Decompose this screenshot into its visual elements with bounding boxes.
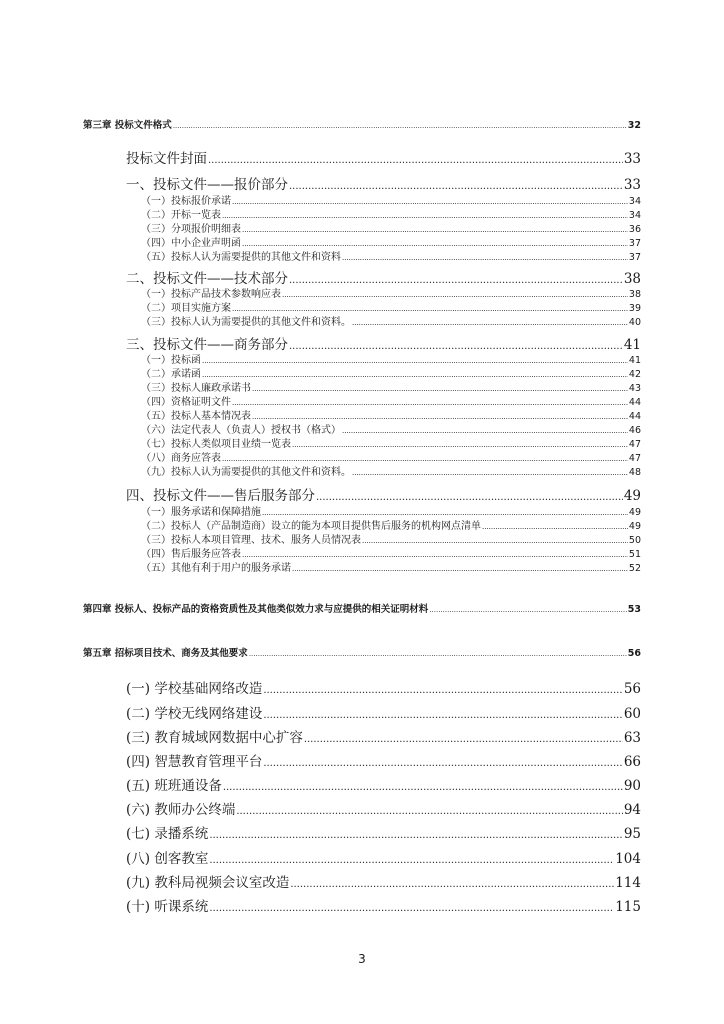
toc-entry-title: (二) 学校无线网络建设 (126, 706, 263, 722)
toc-section-2[interactable] (126, 267, 641, 287)
toc-entry-page: 52 (628, 563, 641, 574)
toc-entry-title: (十) 听课系统 (126, 899, 209, 915)
toc-entry-title: (五) 班班通设备 (126, 778, 222, 794)
toc-entry-page: 44 (628, 397, 641, 408)
toc-entry-page: 39 (628, 303, 641, 314)
toc-entry-title: （四）中小企业声明函 (141, 238, 241, 249)
toc-entry-page: 49 (623, 488, 641, 504)
toc-requirement-item[interactable] (126, 677, 641, 697)
toc-entry-title: （一）投标报价承诺 (141, 196, 231, 207)
leader-dots (223, 778, 623, 794)
toc-entry-page: 94 (623, 802, 641, 818)
toc-entry-title: (九) 教科局视频会议室改造 (126, 875, 290, 891)
toc-entry-title: （五）投标人基本情况表 (141, 411, 251, 422)
toc-item[interactable] (141, 313, 641, 328)
toc-item[interactable] (141, 248, 641, 263)
leader-dots (263, 706, 622, 722)
toc-item[interactable] (141, 351, 641, 366)
leader-dots (352, 467, 628, 478)
toc-item[interactable] (141, 407, 641, 422)
toc-entry-title: （三）投标人认为需要提供的其他文件和资料。 (141, 317, 351, 328)
toc-entry-page: 40 (628, 317, 641, 328)
toc-item[interactable] (141, 421, 641, 436)
toc-entry-title: （四）售后服务应答表 (141, 549, 241, 560)
toc-requirement-item[interactable] (126, 702, 641, 722)
toc-item[interactable] (141, 449, 641, 464)
toc-entry-title: 四、投标文件——售后服务部分 (126, 488, 315, 504)
leader-dots (290, 875, 614, 891)
toc-entry-page: 33 (623, 177, 641, 193)
toc-entry-page: 38 (623, 271, 641, 287)
toc-entry-page: 32 (627, 120, 641, 131)
toc-item[interactable] (141, 365, 641, 380)
toc-entry-title: 三、投标文件——商务部分 (126, 337, 288, 353)
toc-entry-title: （四）资格证明文件 (141, 397, 231, 408)
toc-entry-page: 47 (628, 439, 641, 450)
toc-item[interactable] (141, 379, 641, 394)
toc-item[interactable] (141, 463, 641, 478)
toc-entry-title: 第三章 投标文件格式 (83, 120, 172, 131)
toc-requirement-item[interactable] (126, 871, 641, 891)
toc-entry-page: 66 (623, 754, 641, 770)
leader-dots (209, 899, 614, 915)
toc-requirement-item[interactable] (126, 895, 641, 915)
toc-entry-title: 二、投标文件——技术部分 (126, 271, 288, 287)
toc-entry-title: （二）开标一览表 (141, 210, 221, 221)
toc-section-1[interactable] (126, 173, 641, 193)
toc-entry-title: (一) 学校基础网络改造 (126, 681, 263, 697)
toc-entry-page: 43 (628, 383, 641, 394)
toc-requirement-item[interactable] (126, 774, 641, 794)
toc-entry-title: （三）投标人廉政承诺书 (141, 383, 251, 394)
toc-entry-page: 38 (628, 289, 641, 300)
toc-entry-title: (六) 教师办公终端 (126, 802, 236, 818)
toc-entry-page: 115 (615, 899, 641, 915)
toc-entry-title: （九）投标人认为需要提供的其他文件和资料。 (141, 467, 351, 478)
leader-dots (263, 754, 622, 770)
toc-entry-title: （七）投标人类似项目业绩一览表 (141, 439, 291, 450)
toc-entry-page: 63 (623, 730, 641, 746)
toc-item[interactable] (141, 393, 641, 408)
toc-entry-page: 60 (623, 706, 641, 722)
toc-item[interactable] (141, 285, 641, 300)
toc-item[interactable] (141, 503, 641, 518)
toc-item[interactable] (141, 531, 641, 546)
leader-dots (209, 826, 622, 842)
toc-entry-title: （五）其他有利于用户的服务承诺 (141, 563, 291, 574)
leader-dots (316, 488, 623, 504)
toc-entry-title: (三) 教育城域网数据中心扩容 (126, 730, 303, 746)
toc-chapter-4[interactable] (83, 601, 641, 615)
toc-entry-page: 37 (628, 238, 641, 249)
toc-entry-title: （五）投标人认为需要提供的其他文件和资料 (141, 252, 341, 263)
toc-entry-page: 33 (623, 151, 641, 167)
toc-entry-page: 34 (628, 196, 641, 207)
toc-entry-title: （二）承诺函 (141, 369, 201, 380)
toc-entry-title: （一）服务承诺和保障措施 (141, 507, 261, 518)
toc-entry-page: 56 (627, 648, 641, 659)
toc-item[interactable] (141, 299, 641, 314)
leader-dots (173, 120, 627, 131)
toc-item[interactable] (141, 435, 641, 450)
toc-entry-page: 95 (623, 826, 641, 842)
toc-requirement-item[interactable] (126, 750, 641, 770)
leader-dots (249, 648, 627, 659)
toc-section-4[interactable] (126, 484, 641, 504)
toc-item[interactable] (141, 220, 641, 235)
toc-entry-page: 104 (615, 851, 641, 867)
toc-entry-title: （六）法定代表人（负责人）授权书（格式） (141, 425, 341, 436)
toc-entry-page: 41 (623, 337, 641, 353)
toc-item[interactable] (141, 545, 641, 560)
toc-entry-title: 投标文件封面 (126, 151, 207, 167)
leader-dots (236, 802, 622, 818)
toc-entry-page: 34 (628, 210, 641, 221)
toc-cover[interactable] (126, 147, 641, 167)
toc-requirement-item[interactable] (126, 726, 641, 746)
toc-chapter-3[interactable] (83, 117, 641, 131)
toc-entry-title: 第五章 招标项目技术、商务及其他要求 (83, 648, 248, 659)
toc-entry-title: （二）项目实施方案 (141, 303, 231, 314)
toc-entry-page: 41 (628, 355, 641, 366)
toc-item[interactable] (141, 517, 641, 532)
toc-entry-page: 53 (627, 604, 641, 615)
toc-entry-title: （一）投标产品技术参数响应表 (141, 289, 281, 300)
toc-entry-title: （一）投标函 (141, 355, 201, 366)
toc-entry-page: 50 (628, 535, 641, 546)
toc-entry-title: （三）分项报价明细表 (141, 224, 241, 235)
toc-entry-title: （三）投标人本项目管理、技术、服务人员情况表 (141, 535, 361, 546)
toc-entry-page: 90 (623, 778, 641, 794)
toc-entry-title: (八) 创客教室 (126, 851, 209, 867)
toc-requirement-item[interactable] (126, 847, 641, 867)
toc-item[interactable] (141, 234, 641, 249)
toc-entry-page: 114 (615, 875, 641, 891)
toc-requirement-item[interactable] (126, 822, 641, 842)
toc-entry-title: 第四章 投标人、投标产品的资格资质性及其他类似效力求与应提供的相关证明材料 (83, 604, 429, 615)
toc-entry-title: (四) 智慧教育管理平台 (126, 754, 263, 770)
toc-entry-page: 36 (628, 224, 641, 235)
toc-entry-title: (七) 录播系统 (126, 826, 209, 842)
leader-dots (208, 151, 623, 167)
toc-item[interactable] (141, 559, 641, 574)
toc-entry-page: 42 (628, 369, 641, 380)
leader-dots (352, 317, 628, 328)
toc-requirement-item[interactable] (126, 798, 641, 818)
toc-entry-page: 48 (628, 467, 641, 478)
leader-dots (209, 851, 614, 867)
leader-dots (263, 681, 622, 697)
toc-entry-page: 56 (623, 681, 641, 697)
toc-entry-page: 51 (628, 549, 641, 560)
toc-entry-page: 49 (628, 507, 641, 518)
toc-item[interactable] (141, 192, 641, 207)
toc-entry-title: 一、投标文件——报价部分 (126, 177, 288, 193)
leader-dots (429, 604, 626, 615)
leader-dots (304, 730, 623, 746)
toc-entry-page: 37 (628, 252, 641, 263)
toc-entry-title: （八）商务应答表 (141, 453, 221, 464)
toc-entry-page: 49 (628, 521, 641, 532)
toc-chapter-5[interactable] (83, 645, 641, 659)
leader-dots (289, 177, 623, 193)
toc-entry-page: 46 (628, 425, 641, 436)
page-number: 3 (358, 952, 366, 966)
leader-dots (342, 252, 628, 263)
toc-entry-page: 44 (628, 411, 641, 422)
toc-item[interactable] (141, 206, 641, 221)
toc-entry-page: 47 (628, 453, 641, 464)
toc-section-3[interactable] (126, 333, 641, 353)
leader-dots (292, 563, 628, 574)
toc-entry-title: （二）投标人（产品制造商）设立的能为本项目提供售后服务的机构网点清单 (141, 521, 481, 532)
